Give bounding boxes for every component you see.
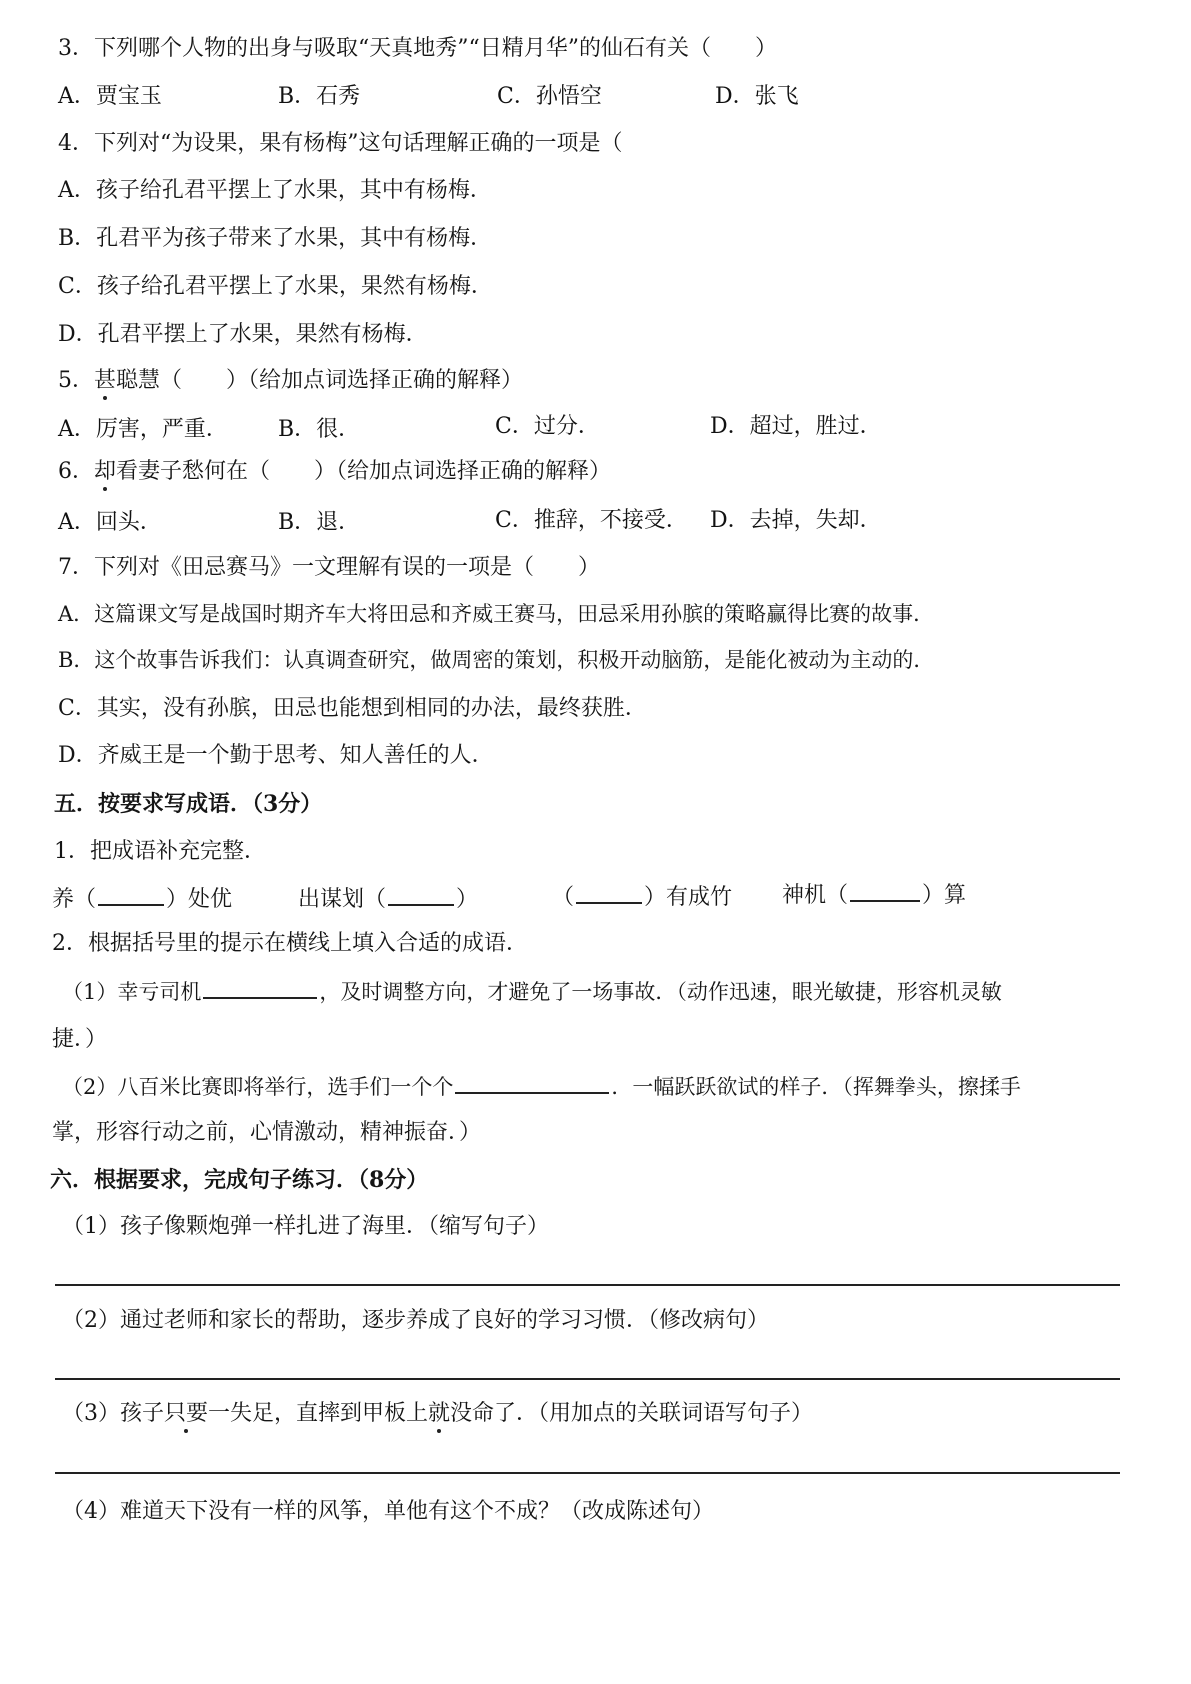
sentence-task-4: （4）难道天下没有一样的风筝，单他有这个不成？（改成陈述句） xyxy=(62,1499,714,1524)
q5-option-b: B．很． xyxy=(278,417,361,442)
idiom-2-blank[interactable] xyxy=(388,882,454,906)
answer-line-1[interactable] xyxy=(55,1284,1120,1286)
idiom-1-blank[interactable] xyxy=(98,882,164,906)
q4-stem: 4．下列对“为设果，果有杨梅”这句话理解正确的一项是（ xyxy=(58,131,623,156)
sentence-task-3 xyxy=(62,1399,813,1429)
q6-number: 6． xyxy=(58,459,94,484)
fill-2-blank[interactable] xyxy=(455,1070,609,1094)
q4-option-d: D．孔君平摆上了水果，果然有杨梅． xyxy=(58,322,428,347)
idiom-3-post: ）有成竹 xyxy=(644,885,733,910)
section-5-title: 五．按要求写成语．（3分） xyxy=(54,791,323,817)
q4-option-b: B．孔君平为孩子带来了水果，其中有杨梅． xyxy=(58,226,493,251)
idiom-2-pre: 出谋划（ xyxy=(298,887,387,912)
idiom-3 xyxy=(552,880,732,913)
answer-line-3[interactable] xyxy=(55,1472,1120,1474)
q6-option-a: A．回头． xyxy=(58,510,162,535)
section-5-sub1: 1．把成语补充完整． xyxy=(54,839,266,864)
q5-option-d: D．超过，胜过． xyxy=(710,414,882,439)
q3-stem: 3．下列哪个人物的出身与吸取“天真地秀”“日精月华”的仙石有关（ ） xyxy=(58,36,777,61)
q3-option-a: A．贾宝玉 xyxy=(58,84,162,109)
fill-1-pre: （1）幸亏司机 xyxy=(62,980,202,1004)
fill-sentence-1 xyxy=(62,975,1002,1007)
idiom-4-blank[interactable] xyxy=(850,878,920,902)
idiom-4-pre: 神机（ xyxy=(782,883,849,908)
task-3-pre: （3）孩子 xyxy=(62,1401,164,1426)
idiom-1 xyxy=(52,882,232,915)
q5-stem-rest: 聪慧（ ）（给加点词选择正确的解释） xyxy=(116,368,524,393)
q4-option-a: A．孩子给孔君平摆上了水果，其中有杨梅． xyxy=(58,178,492,203)
q6-stem-rest: 看妻子愁何在（ ）（给加点词选择正确的解释） xyxy=(116,459,612,484)
idiom-4 xyxy=(782,878,966,911)
q7-option-d: D．齐威王是一个勤于思考、知人善任的人． xyxy=(58,743,494,768)
q5-option-a: A．厉害，严重． xyxy=(58,417,228,442)
q5-option-c: C．过分． xyxy=(495,414,600,439)
q5-number: 5． xyxy=(58,368,94,393)
idiom-1-post: ）处优 xyxy=(166,887,233,912)
section-6-title: 六．根据要求，完成句子练习．（8分） xyxy=(50,1167,429,1193)
idiom-2-post: ） xyxy=(456,887,479,912)
idiom-2 xyxy=(298,882,478,915)
fill-sentence-2 xyxy=(62,1070,1021,1102)
idiom-4-post: ）算 xyxy=(922,883,967,908)
idiom-3-pre: （ xyxy=(552,885,575,910)
answer-line-2[interactable] xyxy=(55,1378,1120,1380)
q3-option-c: C．孙悟空 xyxy=(497,84,602,109)
q7-option-a: A．这篇课文写是战国时期齐车大将田忌和齐威王赛马，田忌采用孙膑的策略赢得比赛的故事． xyxy=(58,602,935,626)
idiom-1-pre: 养（ xyxy=(52,887,97,912)
section-5-sub2: 2．根据括号里的提示在横线上填入合适的成语． xyxy=(52,931,528,956)
sentence-task-1: （1）孩子像颗炮弹一样扎进了海里．（缩写句子） xyxy=(62,1214,549,1239)
fill-1-blank[interactable] xyxy=(203,975,317,999)
q7-option-c: C．其实，没有孙膑，田忌也能想到相同的办法，最终获胜． xyxy=(58,696,647,721)
q4-option-c: C．孩子给孔君平摆上了水果，果然有杨梅． xyxy=(58,274,493,299)
q6-option-d: D．去掉，失却． xyxy=(710,508,882,533)
fill-2-post: ．一幅跃跃欲试的样子．（挥舞拳头，擦揉手 xyxy=(611,1075,1021,1099)
task-3-dotted-word-1: 只要 xyxy=(164,1401,209,1426)
q6-dotted-word: 却 xyxy=(94,459,117,484)
fill-1-post: ，及时调整方向，才避免了一场事故．（动作迅速，眼光敏捷，形容机灵敏 xyxy=(319,980,1002,1004)
sentence-task-2: （2）通过老师和家长的帮助，逐步养成了良好的学习习惯．（修改病句） xyxy=(62,1308,769,1333)
q5-dotted-word: 甚 xyxy=(94,368,117,393)
task-3-post: 没命了．（用加点的关联词语写句子） xyxy=(450,1401,814,1426)
q6-option-b: B．退． xyxy=(278,510,361,535)
fill-2-pre: （2）八百米比赛即将举行，选手们一个个 xyxy=(62,1075,454,1099)
idiom-3-blank[interactable] xyxy=(576,880,642,904)
q3-option-d: D．张飞 xyxy=(715,84,799,109)
q6-stem xyxy=(58,457,611,487)
fill-sentence-2-cont: 掌，形容行动之前，心情激动，精神振奋．） xyxy=(52,1120,482,1145)
q7-option-b: B．这个故事告诉我们：认真调查研究，做周密的策划，积极开动脑筋，是能化被动为主动的． xyxy=(58,648,935,672)
q3-option-b: B．石秀 xyxy=(278,84,361,109)
q6-option-c: C．推辞，不接受． xyxy=(495,508,688,533)
task-3-dotted-word-2: 就 xyxy=(428,1401,451,1426)
q5-stem xyxy=(58,366,523,396)
q7-stem: 7．下列对《田忌赛马》一文理解有误的一项是（ ） xyxy=(58,555,600,580)
fill-sentence-1-cont: 捷．） xyxy=(52,1027,108,1052)
task-3-mid: 一失足，直摔到甲板上 xyxy=(208,1401,429,1426)
